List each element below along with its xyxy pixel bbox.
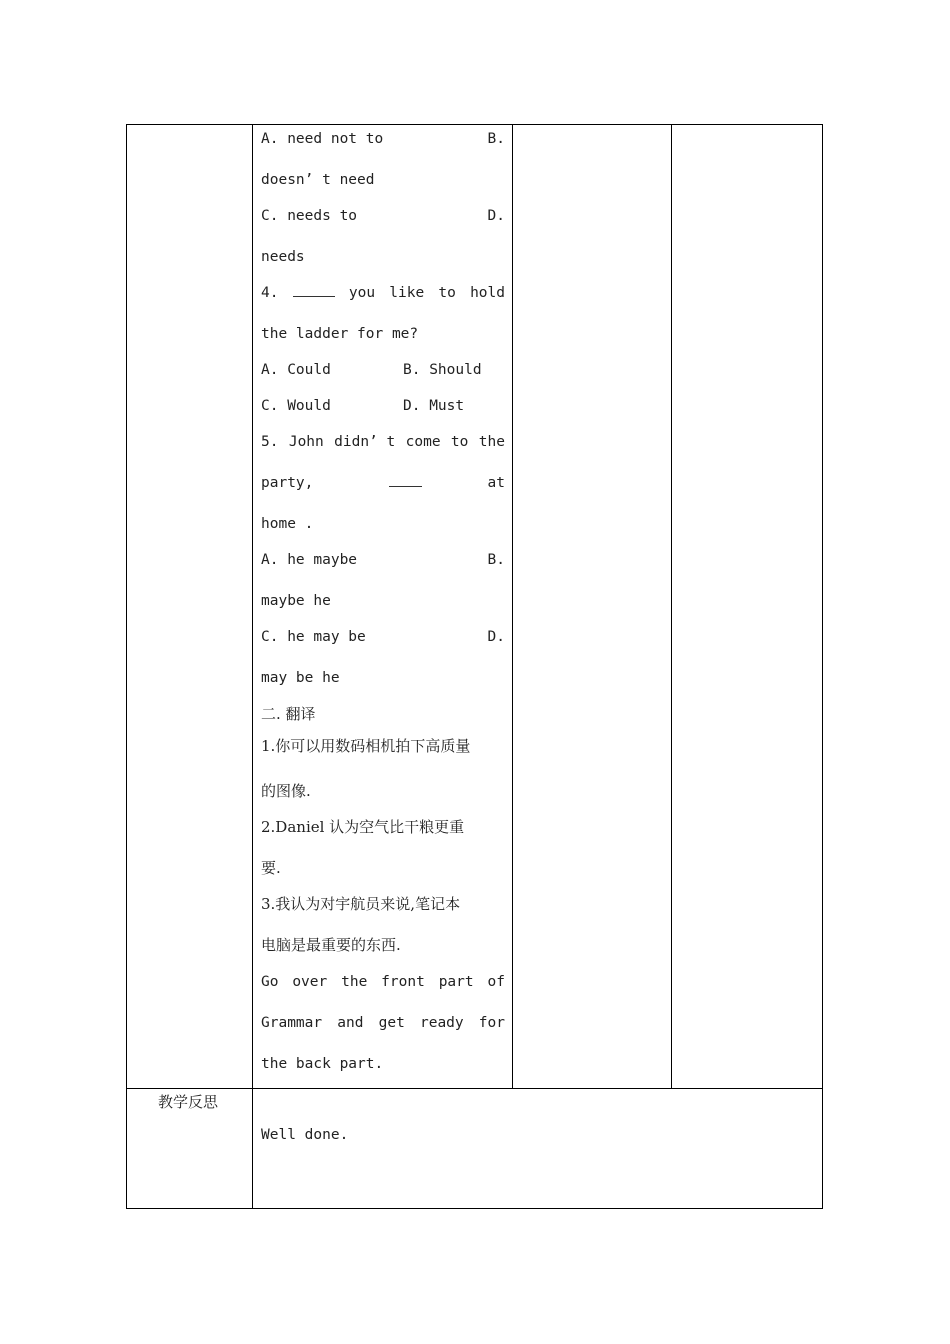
homework-line1 — [261, 973, 505, 991]
homework-line3: the back part. — [261, 1056, 384, 1072]
word: come — [405, 434, 441, 450]
table-row-divider — [126, 1088, 823, 1089]
option-text: D. — [487, 208, 505, 224]
word: Go — [261, 974, 279, 990]
word: hold — [470, 285, 505, 301]
word: of — [487, 974, 505, 990]
table-right-border — [822, 124, 823, 1209]
translation-item-1-line2: 的图像. — [261, 782, 311, 800]
q5-option-d-text: may be he — [261, 670, 340, 686]
option-text: D. Must — [403, 398, 465, 414]
word: like — [389, 285, 425, 301]
word: to — [450, 434, 469, 450]
word: party, — [261, 475, 314, 491]
table-left-border — [126, 124, 127, 1209]
option-text: C. Would — [261, 398, 331, 414]
word: and — [337, 1015, 364, 1031]
word: Grammar — [261, 1015, 323, 1031]
table-col-divider-1 — [252, 124, 253, 1209]
option-text: A. need not to — [261, 131, 384, 147]
q5-stem-line2 — [261, 474, 505, 492]
q4-stem-line2: the ladder for me? — [261, 326, 419, 342]
answer-blank — [389, 474, 422, 487]
translation-item-2-line2: 要. — [261, 859, 281, 877]
q3-option-b-text: doesn’ t need — [261, 172, 375, 188]
table-col-divider-2 — [512, 124, 513, 1089]
translation-item-1-line1: 1.你可以用数码相机拍下高质量 — [261, 737, 471, 755]
word: to — [438, 285, 456, 301]
word: part — [438, 974, 474, 990]
word: over — [292, 974, 328, 990]
word: didn’ t — [334, 434, 396, 450]
reflection-label: 教学反思 — [158, 1093, 219, 1111]
table-top-border — [126, 124, 823, 125]
q5-stem-line3: home . — [261, 516, 314, 532]
homework-line2 — [261, 1014, 505, 1032]
q5-stem-line1 — [261, 433, 505, 451]
word: the — [478, 434, 505, 450]
translation-item-3-line1: 3.我认为对宇航员来说,笔记本 — [261, 895, 461, 913]
table-bottom-border — [126, 1208, 823, 1209]
q3-options-ab — [261, 130, 505, 148]
q3-options-cd — [261, 207, 505, 225]
translation-item-2-line1: 2.Daniel 认为空气比干粮更重 — [261, 818, 465, 836]
word: get — [378, 1015, 405, 1031]
table-col-divider-3 — [671, 124, 672, 1089]
word: for — [478, 1015, 505, 1031]
word: 4. — [261, 285, 279, 301]
option-text: D. — [487, 629, 505, 645]
word: front — [381, 974, 425, 990]
q5-options-ab — [261, 551, 505, 569]
q5-option-b-text: maybe he — [261, 593, 331, 609]
option-text: A. Could — [261, 362, 331, 378]
q4-options-ab — [261, 361, 505, 379]
option-text: A. he maybe — [261, 552, 358, 568]
option-text: B. Should — [403, 362, 482, 378]
option-text: C. needs to — [261, 208, 358, 224]
answer-blank — [293, 284, 335, 297]
translation-item-3-line2: 电脑是最重要的东西. — [261, 936, 401, 954]
q4-options-cd — [261, 397, 505, 415]
option-text: B. — [487, 131, 505, 147]
q3-option-d-text: needs — [261, 249, 305, 265]
q5-options-cd — [261, 628, 505, 646]
section-title: 二. 翻译 — [261, 705, 316, 723]
word: 5. — [261, 434, 279, 450]
option-text: C. he may be — [261, 629, 366, 645]
word: ready — [419, 1015, 464, 1031]
option-text: B. — [487, 552, 505, 568]
word: you — [348, 285, 376, 301]
word: at — [487, 475, 505, 491]
reflection-text: Well done. — [261, 1127, 349, 1143]
word: the — [341, 974, 368, 990]
word: John — [288, 434, 324, 450]
q4-stem-line1 — [261, 284, 505, 302]
